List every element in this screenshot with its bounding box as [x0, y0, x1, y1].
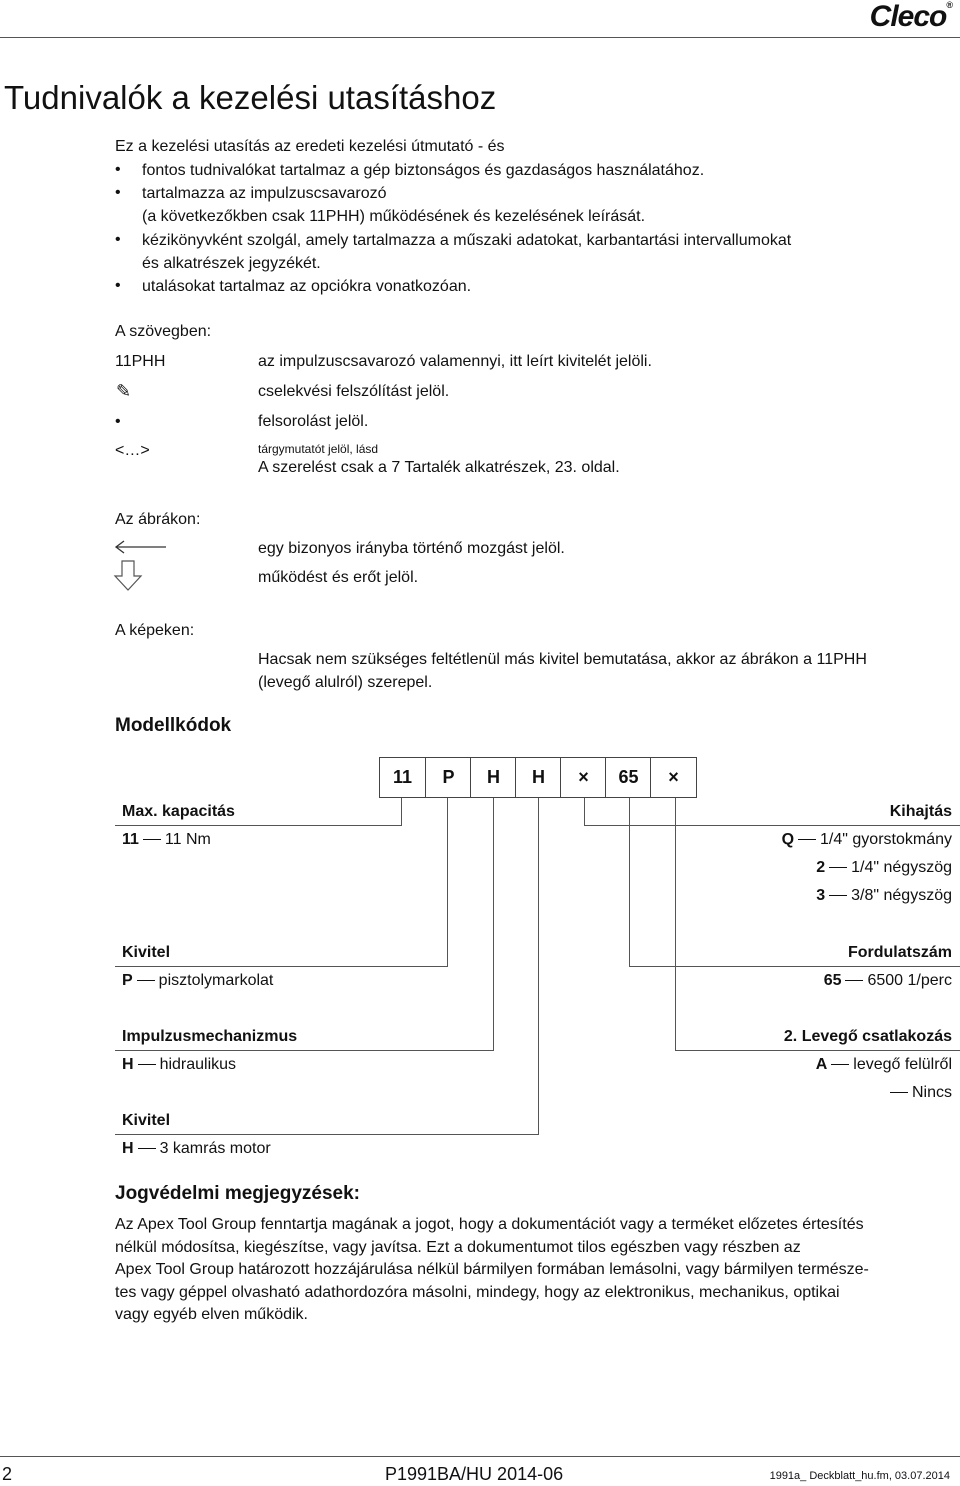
intro-bullet-1: fontos tudnivalókat tartalmaz a gép biztonságos és gazdaságos használatához. [142, 162, 705, 179]
bullet-icon: • [115, 231, 121, 248]
intro-bullet-2: tartalmazza az impulzuscsavarozó [142, 185, 387, 202]
intro-lead: Ez a kezelési utasítás az eredeti kezelési útmutató - és [115, 138, 505, 155]
pictures-text-line2: (levegő alulról) szerepel. [258, 674, 433, 691]
model-heading: Modellkódok [115, 715, 232, 736]
speed-item: 65 6500 1/perc [823, 972, 952, 989]
speed-title: Fordulatszám [847, 944, 952, 961]
file-info: 1991a_ Deckblatt_hu.fm, 03.07.2014 [769, 1470, 950, 1482]
intro-bullet-3: kézikönyvként szolgál, amely tartalmazza a műszaki adatokat, karbantartási intervallumokat [142, 232, 792, 249]
connector-line [493, 798, 494, 1050]
intro-bullet-3-cont: és alkatrészek jegyzékét. [142, 255, 321, 272]
logo-registered-mark: ® [946, 0, 952, 10]
copyright-body [115, 1214, 960, 1327]
document-id: P1991BA/HU 2014-06 [385, 1464, 564, 1484]
pictures-text-line1: Hacsak nem szükséges feltétlenül más kivitel bemutatása, akkor az ábrákon a 11PHH [258, 651, 867, 668]
arrow-down-outline-icon [113, 560, 143, 592]
motor-item: H 3 kamrás motor [122, 1140, 271, 1157]
copyright-line: tes vagy géppel olvasható adathordozóra másolni, mindegy, hogy az elektronikus, mechanikus, optikai [115, 1283, 840, 1301]
style-item: P pisztolymarkolat [122, 972, 274, 989]
drive-item-2: 2 1/4" négyszög [816, 859, 952, 876]
drive-item-q: Q 1/4" gyorstokmány [781, 831, 952, 848]
copyright-line: Az Apex Tool Group fenntartja magának a jogot, hogy a dokumentációt vagy a terméket előzetes értesítés [115, 1216, 864, 1233]
index-desc-ref: A szerelést csak a 7 Tartalék alkatrészek, 23. oldal. [258, 459, 620, 476]
drive-item-3: 3 3/8" négyszög [816, 887, 952, 904]
code-motor: H [515, 758, 561, 797]
connector-line [115, 1050, 494, 1051]
connector-line [629, 966, 960, 967]
capacity-title: Max. kapacitás [122, 803, 235, 820]
intro-bullet-2-cont: (a következőkben csak 11PHH) működésének és kezelésének leírását. [142, 208, 646, 225]
bullet-icon: • [115, 161, 121, 178]
mechanism-title: Impulzusmechanizmus [122, 1028, 298, 1045]
air-item-none: Nincs [886, 1083, 952, 1103]
connector-line [115, 966, 448, 967]
drive-title: Kihajtás [889, 803, 952, 820]
cleco-logo [870, 0, 952, 34]
bullet-icon: • [115, 277, 121, 294]
code-capacity: 11 [392, 767, 413, 787]
connector-line [584, 798, 585, 825]
intro-bullet-4: utalásokat tartalmaz az opciókra vonatkozóan. [142, 278, 472, 295]
copyright-line: nélkül módosítsa, kiegészítse, vagy javítsa. Ezt a dokumentumot tilos egészben vagy részben az [115, 1238, 801, 1256]
footer-rule [0, 1456, 960, 1457]
movement-desc: egy bizonyos irányba történő mozgást jelöl. [258, 540, 565, 557]
copyright-line: Apex Tool Group határozott hozzájárulása nélkül bármilyen formában lemásolni, vagy bármilyen természe- [115, 1261, 869, 1278]
connector-line [447, 798, 448, 966]
in-pictures-heading: A képeken: [115, 622, 195, 639]
connector-line [115, 1134, 539, 1135]
model-code-box [379, 757, 697, 798]
code-drive: × [560, 758, 606, 797]
connector-line [675, 1050, 960, 1051]
code-style: P [425, 758, 471, 797]
air-title: 2. Levegő csatlakozás [783, 1028, 952, 1045]
code-mechanism: H [470, 758, 516, 797]
code-speed: 65 [605, 758, 651, 797]
mechanism-item: H hidraulikus [122, 1056, 237, 1073]
index-symbol: <…> [115, 442, 150, 459]
connector-line [675, 798, 676, 1050]
in-text-heading: A szövegben: [115, 323, 212, 340]
index-desc-small: tárgymutatót jelöl, lásd [258, 442, 379, 456]
in-figures-heading: Az ábrákon: [115, 511, 201, 528]
logo-text: Cleco [869, 0, 947, 33]
header-rule [0, 37, 960, 38]
bullet-icon: • [115, 184, 121, 201]
list-desc: felsorolást jelöl. [258, 413, 369, 430]
action-desc: cselekvési felszólítást jelöl. [258, 383, 450, 400]
connector-line [115, 825, 402, 826]
connector-line [401, 798, 402, 825]
symbol-11phh: 11PHH [115, 353, 166, 370]
air-item-a: A levegő felülről [815, 1056, 952, 1073]
copyright-line: vagy egyéb elven működik. [115, 1306, 308, 1323]
arrow-left-icon [114, 539, 168, 555]
copyright-heading: Jogvédelmi megjegyzések: [115, 1183, 360, 1204]
symbol-11phh-desc: az impulzuscsavarozó valamennyi, itt leírt kivitelét jelöli. [258, 353, 652, 370]
connector-line [538, 798, 539, 1134]
page-number: 2 [2, 1464, 13, 1484]
code-air: × [650, 758, 696, 797]
connector-line [629, 798, 630, 966]
connector-line [584, 825, 960, 826]
bullet-icon: • [115, 413, 121, 430]
pencil-icon: ✎ [116, 381, 132, 401]
motor-title: Kivitel [122, 1112, 171, 1129]
style-title: Kivitel [122, 944, 171, 961]
force-desc: működést és erőt jelöl. [258, 569, 419, 586]
page-title: Tudnivalók a kezelési utasításhoz [4, 79, 497, 116]
capacity-item: 11 11 Nm [122, 831, 211, 848]
